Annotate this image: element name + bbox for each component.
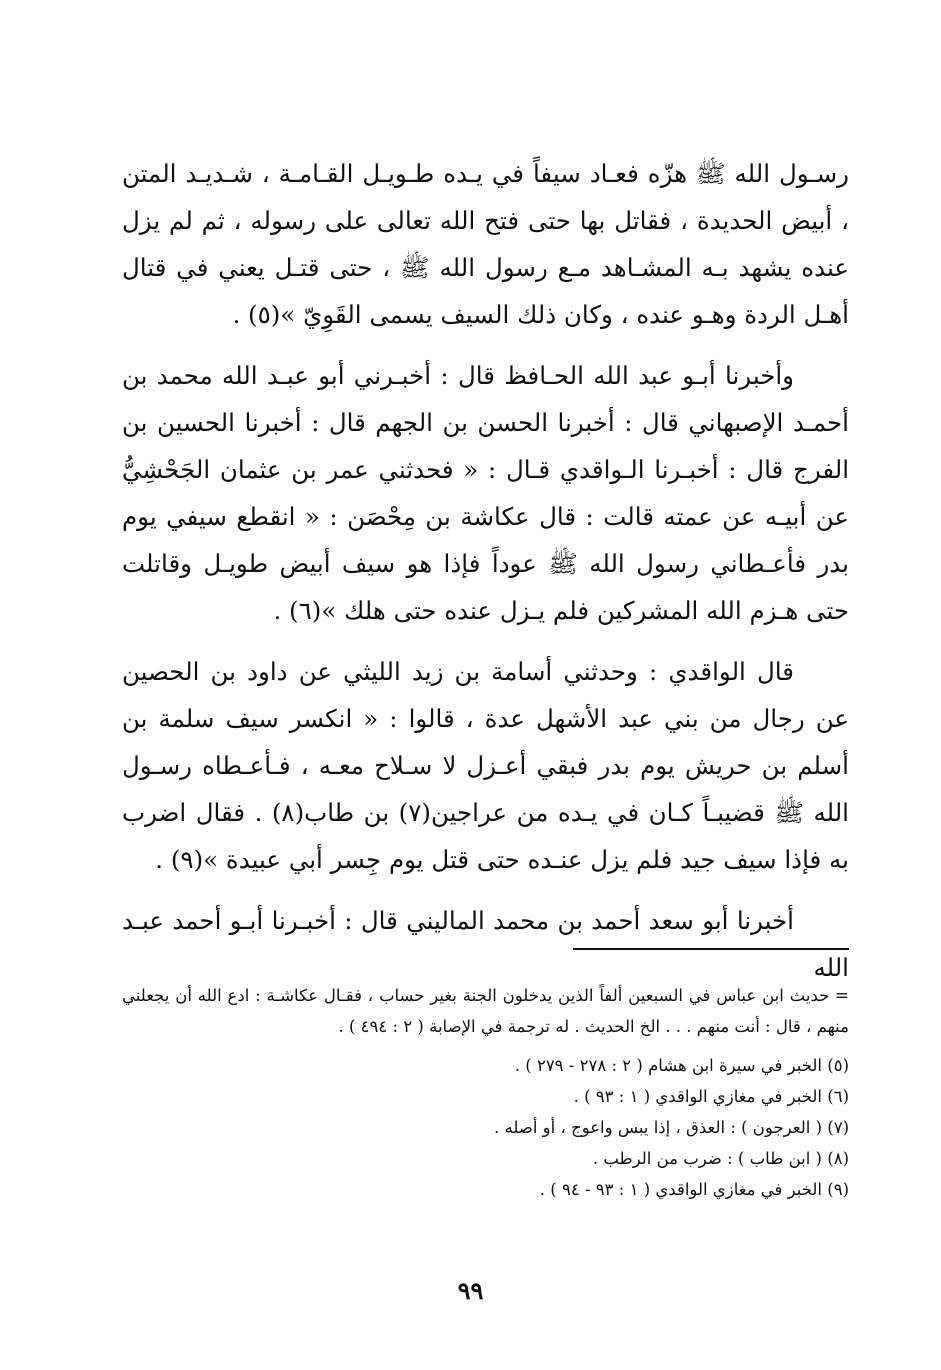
main-text	[122, 150, 849, 1005]
paragraph-2: وأخبرنا أبـو عبد الله الحـافظ قال : أخبـرني أبو عبـد الله محمد بن أحمـد الإصبهاني قال : أخبرنا الحسن بن الجهم قال : أخبرنا الحسين بن الفرج قال : أخبـرنا الـواقدي قـال : « فحدثني عمر بن عثمان الجَحْشِيُّ عن أبيـه عن عمته قالت : قال عكاشة بن مِحْصَن : « انقطع سيفي يوم بدر فأعـطاني رسول الله ﷺ عوداً فإذا هو سيف أبيض طويـل وقاتلت حتى هـزم الله المشركين فلم يـزل عنده حتى هلك »(٦) .	[122, 361, 849, 625]
page-number: ٩٩	[457, 1276, 484, 1305]
footnote-6: (٦) الخبر في مغازي الواقدي ( ١ : ٩٣ ) .	[573, 1087, 849, 1106]
footnote-5: (٥) الخبر في سيرة ابن هشام ( ٢ : ٢٧٨ - ٢٧٩ ) .	[514, 1056, 849, 1075]
footnote-8: (٨) ( ابن طاب ) : ضرب من الرطب .	[592, 1149, 849, 1168]
footnote-continuation: = حديث ابن عباس في السبعين ألفاً الذين يدخلون الجنة بغير حساب ، فقـال عكاشـة : ادع الله أن يجعلني منهم ، قال : أنت منهم . . . الخ الحديث . له ترجمة في الإصابة ( ٢ : ٤٩٤ ) .	[122, 986, 849, 1036]
paragraph-1: رسـول الله ﷺ هزّه فعـاد سيفاً في يـده طـويـل القـامـة ، شـديـد المتن ، أبيض الحديدة ، فقاتل بها حتى فتح الله تعالى على رسوله ، ثم لم يزل عنده يشهد بـه المشـاهد مـع رسول الله ﷺ ، حتى قتـل يعني في قتال أهـل الردة وهـو عنده ، وكان ذلك السيف يسمى القَوِيّ »(٥) .	[122, 159, 849, 329]
paragraph-3: قال الواقدي : وحدثني أسامة بن زيد الليثي عن داود بن الحصين عن رجال من بني عبد الأشهل عدة ، قالوا : « انكسر سيف سلمة بن أسلم بن حريش يوم بدر فبقي أعـزل لا سـلاح معـه ، فـأعـطاه رسـول الله ﷺ قضيبـاً كـان في يـده من عراجين(٧) بن طاب(٨) . فقال اضرب به فإذا سيف جيد فلم يزل عنـده حتى قتل يوم جِسر أبي عبيدة »(٩) .	[122, 657, 849, 874]
footnotes	[122, 980, 849, 1205]
paragraph-4: أخبرنا أبو سعد أحمد بن محمد الماليني قال : أخبـرنا أبـو أحمد عبـد الله	[122, 906, 849, 982]
footnote-7: (٧) ( العرجون ) : العذق ، إذا يبس واعوج ، أو أصله .	[494, 1118, 849, 1137]
footnote-divider	[573, 948, 849, 950]
footnote-9: (٩) الخبر في مغازي الواقدي ( ١ : ٩٣ - ٩٤ ) .	[539, 1180, 849, 1199]
